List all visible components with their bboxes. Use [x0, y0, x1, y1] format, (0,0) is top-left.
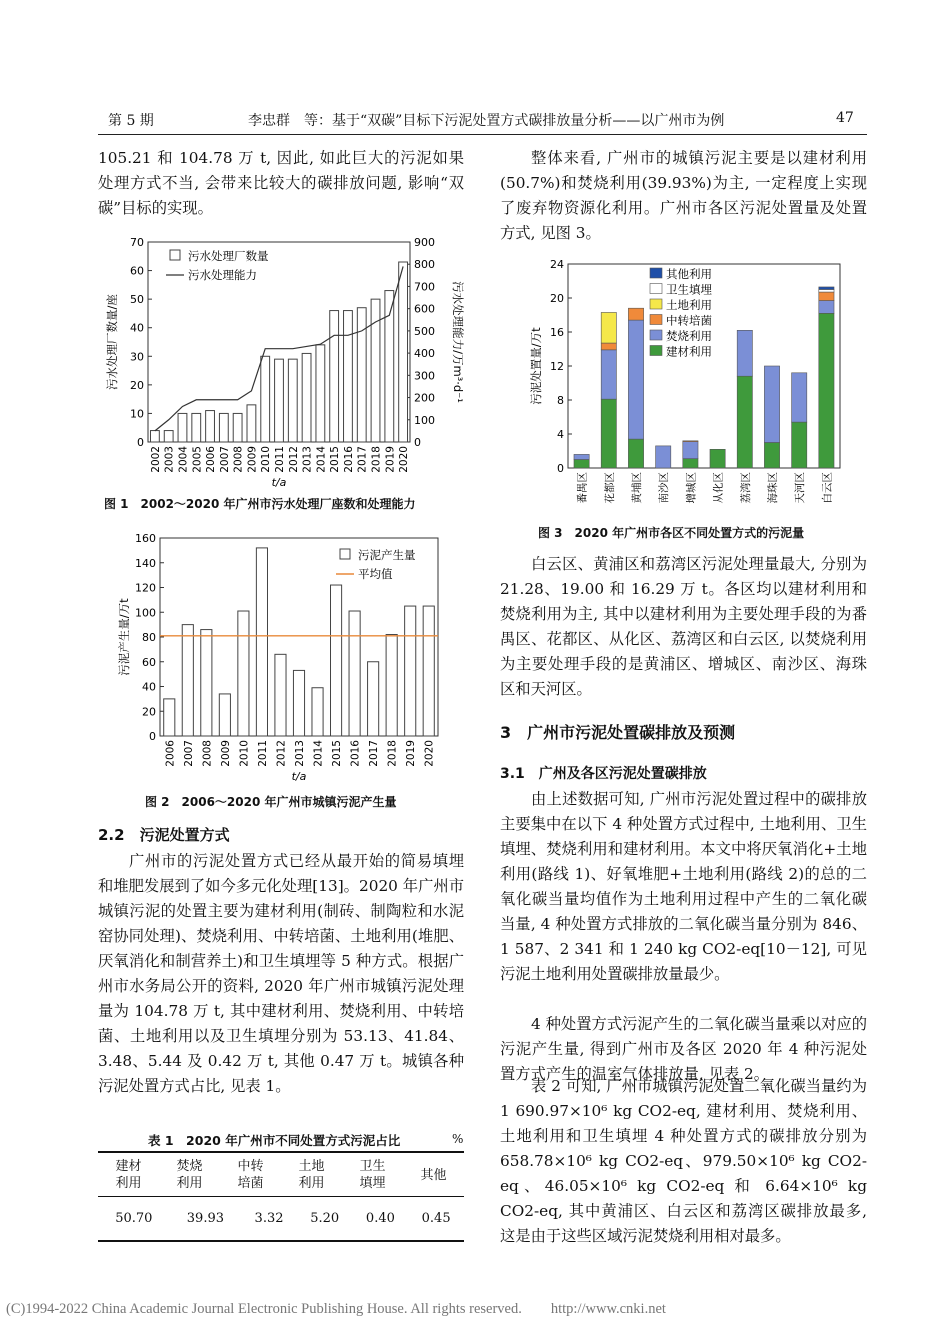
bar: [349, 611, 360, 736]
stacked-segment: [819, 287, 834, 290]
section-3-1-title: 3.1 广州及各区污泥处置碳排放: [500, 766, 707, 782]
table-1-title: 表 1 2020 年广州市不同处置方式污泥占比: [148, 1133, 401, 1148]
y2-tick-label: 300: [414, 369, 435, 383]
bar: [344, 311, 353, 442]
stacked-segment: [764, 366, 779, 443]
section-2-2-title: 2.2 污泥处置方式: [98, 826, 230, 844]
table-1-header-cell: 土地 利用: [298, 1159, 325, 1191]
table-1-top-rule: [98, 1151, 464, 1153]
legend-swatch: [650, 330, 662, 340]
x-tick-label: 2016: [342, 446, 355, 473]
header-rule: [98, 134, 867, 135]
bar: [275, 359, 284, 442]
x-tick-label: 2013: [301, 446, 314, 473]
y2-tick-label: 700: [414, 280, 435, 294]
x-tick-label: 2013: [294, 740, 306, 767]
legend-swatch: [650, 284, 662, 294]
table-1: [98, 1155, 464, 1195]
bar: [293, 670, 304, 736]
y-tick-label: 8: [557, 394, 564, 407]
table-1-unit: %: [452, 1132, 464, 1146]
bar: [423, 606, 434, 736]
table-1-value-cell: 0.45: [421, 1210, 451, 1226]
x-tick-label: 2006: [164, 740, 177, 767]
y-tick-label: 60: [142, 655, 156, 669]
bar: [201, 630, 212, 736]
table-1-header-cell: 焚烧 利用: [176, 1159, 203, 1191]
x-tick-label: 2003: [163, 446, 176, 473]
y-tick-label: 16: [550, 326, 564, 339]
bar: [164, 699, 175, 736]
intro-paragraph: 105.21 和 104.78 万 t, 因此, 如此巨大的污泥如果处理方式不当, 会带来比较大的碳排放问题, 影响“双碳”目标的实现。: [98, 149, 464, 217]
y-tick-label: 0: [149, 730, 156, 743]
x-tick-label: 2014: [312, 740, 325, 767]
bar: [275, 654, 286, 736]
bar: [331, 585, 342, 736]
y-tick-label: 0: [557, 462, 564, 475]
figure-3-chart: [528, 250, 850, 520]
stacked-segment: [628, 308, 643, 320]
bar: [256, 548, 267, 736]
legend-bar-label: 污泥产生量: [358, 548, 416, 562]
x-tick-label: 2019: [405, 740, 418, 767]
x-tick-label: 海珠区: [767, 472, 779, 504]
table-1-bottom-rule: [98, 1240, 464, 1242]
x-tick-label: 2007: [218, 446, 231, 473]
x-tick-label: 白云区: [821, 472, 834, 504]
x-tick-label: 2008: [232, 446, 245, 473]
bar: [405, 606, 416, 736]
bar: [206, 411, 215, 442]
stacked-segment: [601, 343, 616, 350]
table-1-value-cell: 50.70: [115, 1210, 153, 1226]
x-tick-label: 2004: [177, 446, 190, 473]
bar: [219, 413, 228, 442]
x-axis-label: t/a: [291, 770, 307, 783]
y-tick-label: 100: [135, 606, 156, 620]
x-tick-label: 天河区: [794, 472, 807, 504]
y-tick-label: 140: [135, 556, 156, 570]
x-tick-label: 2010: [238, 740, 251, 767]
table-1-value-cell: 39.93: [186, 1210, 224, 1226]
right-paragraph-5: 表 2 可知, 广州市城镇污泥处置二氧化碳当量约为 1 690.97×10⁶ kg CO2-eq, 建材利用、焚烧利用、土地利用和卫生填埋 4 种处置方式的碳排放分别为 658.78×10⁶ kg CO2-eq、979.50×10⁶ kg CO2-eq、46.05×10⁶ kg CO2-eq 和 6.64×10⁶ kg CO2-eq, 其中黄浦区、白云区和荔湾区碳排放最多, 这是由于这些区域污泥焚烧利用相对最多。: [500, 1077, 867, 1245]
y-tick-label: 20: [142, 705, 156, 719]
bar: [238, 611, 249, 736]
y-axis-label: 污泥处置量/万t: [529, 327, 543, 405]
x-tick-label: 2006: [205, 446, 218, 473]
bar: [219, 694, 230, 736]
y-axis-label: 污水处理厂数量/座: [105, 294, 119, 390]
legend-label: 土地利用: [666, 298, 712, 312]
stacked-segment: [628, 439, 643, 468]
stacked-segment: [628, 320, 643, 439]
stacked-segment: [819, 301, 834, 314]
table-1-header-cell: 卫生 填埋: [359, 1159, 386, 1191]
issue-number: 第 5 期: [108, 113, 154, 129]
figure-1-caption: 图 1 2002～2020 年广州市污水处理厂座数和处理能力: [104, 497, 416, 511]
table-1-value-cell: 5.20: [310, 1210, 340, 1226]
section-3-title: 3 广州市污泥处置碳排放及预测: [500, 723, 736, 742]
right-paragraph-2: 白云区、黄浦区和荔湾区污泥处理量最大, 分别为 21.28、19.00 和 16.29 万 t。各区均以建材利用和焚烧利用为主, 其中以建材利用为主要处理手段的为番禺区、花都区、从化区、荔湾区和白云区, 以焚烧利用为主要处理手段的是黄浦区、增城区、南沙区、海珠区和天河区。: [500, 555, 867, 698]
y-tick-label: 120: [135, 581, 156, 595]
y2-tick-label: 400: [414, 347, 435, 361]
stacked-segment: [683, 442, 698, 459]
legend-swatch: [650, 315, 662, 325]
x-tick-label: 2017: [368, 740, 381, 767]
y2-axis-label: 污水处理能力/万m³·d⁻¹: [451, 281, 465, 403]
table-1-value-cell: 3.32: [254, 1210, 284, 1226]
y2-tick-label: 800: [414, 258, 435, 272]
running-title: 李忠群 等：基于“双碳”目标下污泥处置方式碳排放量分析——以广州市为例: [248, 113, 725, 129]
x-tick-label: 2011: [256, 740, 269, 767]
y-tick-label: 50: [130, 293, 144, 307]
x-tick-label: 2014: [315, 446, 328, 473]
y-tick-label: 0: [137, 436, 144, 449]
x-tick-label: 2020: [398, 446, 411, 473]
y-tick-label: 4: [557, 428, 564, 441]
stacked-segment: [683, 441, 698, 442]
bar: [233, 413, 242, 442]
x-tick-label: 2015: [329, 446, 342, 473]
figure-3-caption: 图 3 2020 年广州市各区不同处置方式的污泥量: [538, 526, 805, 540]
stacked-segment: [710, 449, 725, 468]
stacked-segment: [737, 376, 752, 468]
legend-label: 中转培菌: [666, 313, 712, 328]
bar: [368, 662, 379, 736]
x-tick-label: 2002: [149, 446, 162, 473]
y2-tick-label: 600: [414, 302, 435, 316]
x-tick-label: 黄埔区: [631, 472, 643, 504]
bar: [164, 431, 173, 442]
y2-tick-label: 500: [414, 324, 435, 338]
bar: [302, 353, 311, 442]
bar: [312, 688, 323, 736]
stacked-segment: [601, 399, 616, 468]
x-tick-label: 2012: [275, 740, 288, 767]
stacked-segment: [683, 459, 698, 468]
table-1-header-cell: 其他: [420, 1167, 447, 1183]
bar: [386, 635, 397, 736]
figure-1-chart: [98, 228, 470, 490]
x-tick-label: 2005: [191, 446, 204, 473]
x-tick-label: 番禺区: [576, 472, 589, 504]
bar: [330, 311, 339, 442]
stacked-segment: [601, 312, 616, 343]
x-axis-label: t/a: [271, 476, 287, 489]
y2-tick-label: 200: [414, 391, 435, 405]
y-tick-label: 24: [550, 258, 564, 271]
x-tick-label: 2015: [331, 740, 344, 767]
table-1-value-cell: 0.40: [365, 1210, 395, 1226]
legend-bar-swatch: [340, 549, 350, 559]
legend-label: 焚烧利用: [666, 329, 712, 343]
y-tick-label: 10: [130, 407, 144, 421]
bar: [150, 431, 159, 442]
bar: [182, 625, 193, 736]
x-tick-label: 2012: [287, 446, 300, 473]
x-tick-label: 2010: [260, 446, 273, 473]
x-tick-label: 从化区: [712, 472, 725, 504]
stacked-segment: [819, 290, 834, 293]
y-tick-label: 12: [550, 360, 564, 373]
stacked-segment: [574, 460, 589, 469]
stacked-segment: [574, 454, 589, 459]
y2-tick-label: 900: [414, 236, 435, 249]
figure-2-caption: 图 2 2006～2020 年广州市城镇污泥产生量: [145, 795, 397, 809]
stacked-segment: [819, 313, 834, 468]
x-tick-label: 2007: [182, 740, 195, 767]
x-tick-label: 2009: [246, 446, 259, 473]
bar: [288, 359, 297, 442]
x-tick-label: 荔湾区: [739, 472, 752, 504]
stacked-segment: [737, 330, 752, 376]
table-1-header-cell: 中转 培菌: [237, 1159, 264, 1191]
x-tick-label: 2019: [384, 446, 397, 473]
right-paragraph-1: 整体来看, 广州市的城镇污泥主要是以建材利用(50.7%)和焚烧利用(39.93%)为主, 一定程度上实现了废弃物资源化利用。广州市各区污泥处置量及处置方式, 见图 3。: [500, 149, 867, 242]
x-tick-label: 2011: [274, 446, 286, 473]
stacked-segment: [792, 422, 807, 468]
legend-label: 其他利用: [666, 267, 712, 281]
y-tick-label: 160: [135, 532, 156, 545]
bar: [192, 413, 201, 442]
bar: [316, 345, 325, 442]
y2-tick-label: 100: [414, 413, 435, 427]
copyright-footer: (C)1994-2022 China Academic Journal Electronic Publishing House. All rights reserved. http://www.cnki.net: [6, 1301, 666, 1317]
table-1-mid-rule: [98, 1196, 464, 1197]
y2-tick-label: 0: [414, 436, 421, 449]
legend-label: 建材利用: [666, 344, 712, 359]
y-tick-label: 20: [130, 378, 144, 392]
stacked-segment: [601, 350, 616, 399]
figure-2-chart: [98, 528, 470, 784]
bar: [357, 308, 366, 442]
table-1-values: [98, 1206, 464, 1230]
right-paragraph-3: 由上述数据可知, 广州市污泥处置过程中的碳排放主要集中在以下 4 种处置方式过程中, 土地利用、卫生填埋、焚烧利用和建材利用。本文中将厌氧消化+土地利用(路线 1)、好氧堆肥+土地利用(路线 2)的总的二氧化碳当量均值作为土地利用过程中产生的二氧化碳当量, 4 种处置方式排放的二氧化碳当量分别为 846、1 587、2 341 和 1 240 kg CO2-eq[10－12], 可见污泥土地利用处置碳排放量最少。: [500, 790, 867, 983]
legend-swatch: [650, 346, 662, 356]
x-tick-label: 2009: [219, 740, 232, 767]
x-tick-label: 2016: [349, 740, 362, 767]
bar: [261, 356, 270, 442]
legend-bar-swatch: [170, 250, 180, 260]
y-tick-label: 20: [550, 292, 564, 305]
stacked-segment: [656, 446, 671, 468]
right-paragraph-4: 4 种处置方式污泥产生的二氧化碳当量乘以对应的污泥产生量, 得到广州市及各区 2020 年 4 种污泥处置方式产生的温室气体排放量, 见表 2。: [500, 1015, 867, 1083]
legend-bar-label: 污水处理厂数量: [188, 249, 269, 263]
x-tick-label: 2020: [423, 740, 436, 767]
legend-swatch: [650, 268, 662, 278]
bar: [178, 413, 187, 442]
y-tick-label: 40: [142, 680, 156, 694]
stacked-segment: [819, 292, 834, 301]
y-tick-label: 30: [130, 350, 144, 364]
y-tick-label: 70: [130, 236, 144, 249]
legend-line-label: 平均值: [358, 567, 393, 581]
x-tick-label: 2017: [356, 446, 369, 473]
y-axis-label: 污泥产生量/万t: [117, 598, 131, 676]
legend-swatch: [650, 299, 662, 309]
table-1-value-row: [98, 1206, 464, 1230]
y-tick-label: 40: [130, 321, 144, 335]
stacked-segment: [764, 443, 779, 469]
table-1-header-row: [98, 1155, 464, 1195]
y-tick-label: 60: [130, 264, 144, 278]
x-tick-label: 增城区: [685, 472, 698, 504]
page-number: 47: [836, 110, 854, 126]
x-tick-label: 花都区: [603, 472, 616, 504]
section-2-2-paragraph: 广州市的污泥处置方式已经从最开始的简易填埋和堆肥发展到了如今多元化处理[13]。2020 年广州市城镇污泥的处置主要为建材利用(制砖、制陶粒和水泥窑协同处理)、焚烧利用、中转培菌、土地利用(堆肥、厌氧消化和制营养土)和卫生填埋等 5 种方式。根据广州市水务局公开的资料, 2020 年广州市城镇污泥处理量为 104.78 万 t, 其中建材利用、焚烧利用、中转培菌、土地利用以及卫生填埋分别为 53.13、41.84、3.48、5.44 及 0.42 万 t, 其他 0.47 万 t。城镇各种污泥处置方式占比, 见表 1。: [98, 852, 464, 1095]
bar: [399, 262, 408, 442]
legend-line-label: 污水处理能力: [188, 268, 257, 282]
bar: [247, 405, 256, 442]
x-tick-label: 2018: [386, 740, 399, 767]
legend-label: 卫生填埋: [666, 282, 712, 297]
y-tick-label: 80: [142, 631, 156, 644]
table-1-header-cell: 建材 利用: [115, 1159, 142, 1191]
stacked-segment: [792, 373, 807, 422]
x-tick-label: 2018: [370, 446, 383, 473]
x-tick-label: 南沙区: [658, 472, 671, 504]
x-tick-label: 2008: [201, 740, 214, 767]
